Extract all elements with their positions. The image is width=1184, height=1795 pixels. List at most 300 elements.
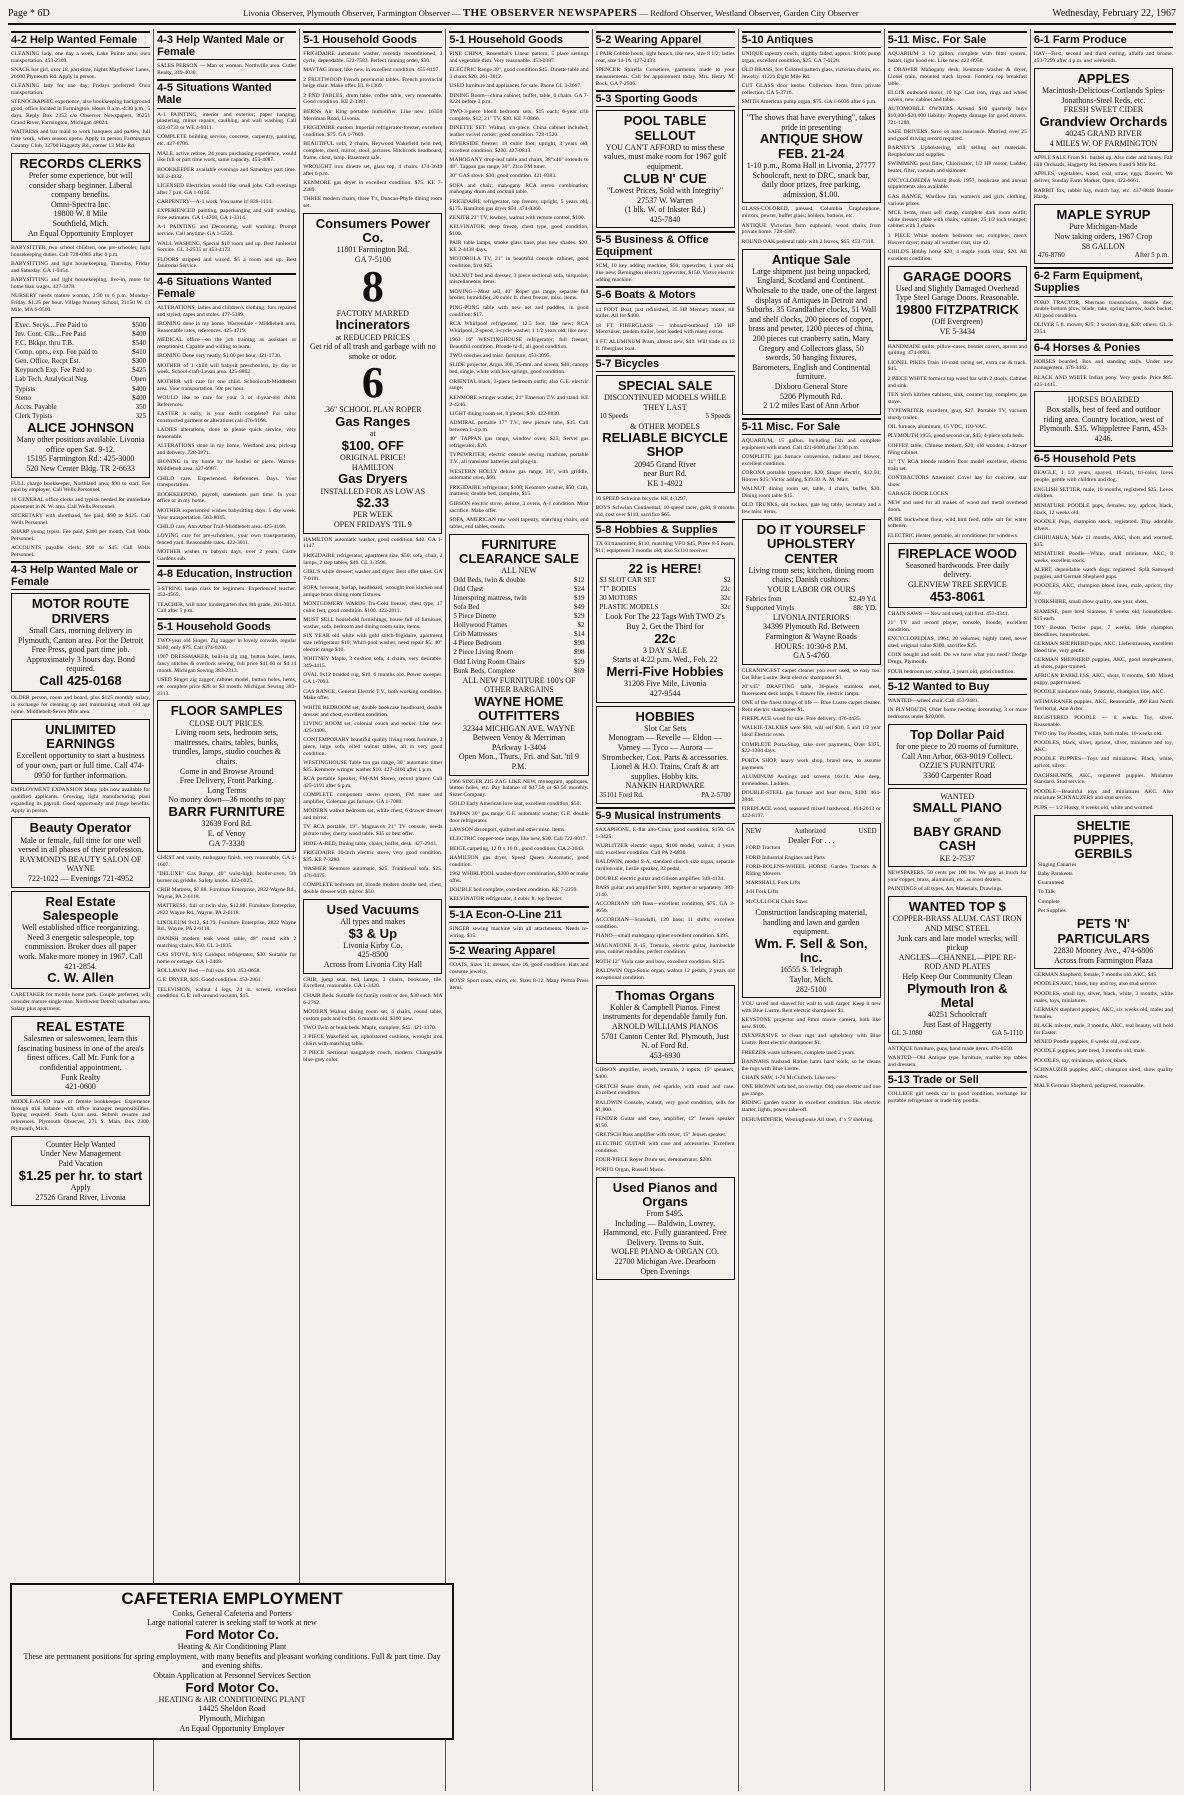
classified-ad: MATTRESS, full or twin size, $12.88. Furniture Enterprise, 2822 Wayne Rd., Wayne, PA 2-6118. [157, 903, 297, 917]
section-header: 6-5 Household Pets [1034, 450, 1173, 467]
earnings-ad: UNLIMITED EARNINGS Excellent opportunity to start a business of your own, part or full time. Call 474-0950 for further information. [11, 719, 150, 784]
classified-ad: TYPEWRITER, electric console sewing machine, portable T.V., all transistor batteries and plug-in. [449, 452, 589, 466]
classified-ad: WESTERN HOLLY deluxe gas range, 36", with griddle, automatic oven, $60. [449, 468, 589, 482]
masthead [8, 6, 1176, 25]
classified-ad: RIVERSIDE freezer; 18 cubic foot; upright, 3 years old, excellent condition. $200. 427-0813. [449, 141, 589, 154]
classified-ad: FOUR bedroom set, walnut, 3 years old, good condition. [887, 668, 1015, 675]
thomas-organs-ad: Thomas Organs Kohler & Campbell Pianos. Finest instruments for dependable family fun. ARNOLD WILLIAMS PIANOS 5701 Canton Center Rd. Plymouth, Just N. of Ford Rd. 453-6930 [596, 985, 735, 1065]
classified-ad: IRONING in my home by the bushel or piece. Warren-Middlebelt area. 427-6987. [157, 459, 297, 473]
furniture-clearance-ad: FURNITURE CLEARANCE SALE ALL NEW Odd Beds, twin & double $12 Odd Chest $24 Innerspring mattress, twin $19 Sofa Bed $49 5 Piece Dinette $29 Hollywood Frames $2 Crib Mattresses $14 4 Piece Bedroom $98 2 Piece Living Room $98 Odd Living Room Chairs $29 Bunk Beds, Complete $69 ALL NEW FURNITURE 100's OF OTHER BARGAINS WAYNE HOME OUTFITTERS 32344 MICHIGAN AVE. WAYNE Between Venoy & Merriman PArkway 1-3404 Open Mon., Thurs., Fri. and Sat. 'til 9 P.M. [449, 534, 588, 776]
classified-ad: 1 PAIR Cobble boots, light brown, like new, size 8 1/2; ladies coat, size 14-16. 427-2433. [595, 51, 735, 64]
classified-ad: GOLD Early American love seat, excellent condition, $50. [449, 801, 581, 808]
ad-list [596, 51, 735, 88]
classified-ad: GERMAN SHEPHERD puppies, AKC, good temperament, all shots, paper-trained. [1033, 657, 1173, 670]
classified-ad: ACCORDIAN 120 Bass—excellent condition, $75. GA 3-4656. [595, 900, 735, 914]
section-header: 5-2 Wearing Apparel [449, 942, 588, 959]
classified-ad: DINING Room—china cabinet, buffet, table, 6 chairs. GA 7-8224 before 3 p.m. [449, 92, 589, 106]
classified-ad: 31" TV RCA blonde modern floor model excellent, electric train set. [887, 458, 1027, 472]
classified-ad: TOY Boston Terrier pups, 7 weeks, little champion bloodlines, housebroken. [1033, 624, 1173, 638]
classified-ad: RIDING garden tractor in excellent condition. Has electric starter, lights, power take-off. [741, 1100, 881, 1114]
classified-ad: COMPLETE building service, concrete, carpentry, painting, etc. 427-8706. [157, 134, 297, 148]
classified-ad: 1962 WHIRLPOOL washer-dryer combination, $200 or make offer. [449, 870, 589, 884]
ad-list [888, 491, 1027, 539]
ad-list [157, 855, 296, 1000]
ad-list [1034, 359, 1173, 389]
classified-ad: PUPS — 1/2 Husky, 8 weeks old, white and wormed. [1033, 804, 1154, 811]
classified-ad: GAS RANGE, General Electric T.V., both working condition. Make offer. [303, 688, 443, 702]
classified-ad: MAHOGANY drop-leaf table and chairs, 38"x46" extends to 48". Tappan gas range, 30". Zlco FM tuner. [449, 157, 589, 170]
column-2 [154, 29, 300, 1791]
classified-ad: WALNUT bed and dresser; 3 piece sectional sofa, turquoise; miscellaneous items. [449, 272, 589, 286]
classified-ad: IRONING Done very neatly, $1.00 per hour. 421-1730. [157, 353, 282, 360]
piano-wanted-ad: WANTED SMALL PIANO or BABY GRAND CASH KE 2-7537 [888, 788, 1027, 868]
classified-ad: ALUMINUM Awnings and screens 16x14. Also deep, tremendous. Ladders. [741, 773, 881, 787]
column-7 [885, 29, 1031, 1791]
classified-ad: APPLE SALE From $1. bushel up. Also cider and honey. Fair Hill Orchards, Haggerty Rd. between 8 and 9 Mile Rd. [1033, 155, 1173, 169]
classified-ad: KENMORE gas dryer in excellent condition. $75. KE 7-2389. [303, 180, 443, 193]
classified-ad: CONTRACTORS Attention! Cover hay for concrete, star show. [887, 475, 1027, 488]
used-vacuums-ad: Used Vacuums All types and makes $3 & Up Livonia Kirby Co. 425-8500 Across from Livonia City Hall [303, 899, 442, 974]
classified-ad: BARNEY'S Upholstering, still selling out materials. Reupholster and supplies. [887, 145, 1027, 159]
classified-ad: Singing Canaries [1037, 861, 1077, 868]
price-line: Hollywood Frames $2 [453, 621, 585, 630]
cafeteria-employment-ad: CAFETERIA EMPLOYMENT Cooks, General Cafeteria and Porters Large national caterer is seeking staff to work at new Ford Motor Co. Heating & Air Conditioning Plant These are permanent positions for spring employment, with many benefits and pleasant working conditions. Full & part time. Day and evening shifts. Obtain Application at Personnel Services Section Ford Motor Co. HEATING & AIR CONDITIONING PLANT 14425 Sheldon Road Plymouth, Michigan An Equal Opportunity Employer [10, 1583, 454, 1740]
classified-ad: SIX YEAR old white with gold stitch-frigidaire, apartment size refrigerator $10; Whirl-pool washer, need repair $5; 40" electric range $10. [303, 633, 443, 654]
ad-list [303, 537, 442, 896]
price-line: F.C. Bkkpr. thru T.B. $540 [15, 339, 147, 348]
classified-ad: ANTIQUE furniture, guns, hand made items. 476-0550. [887, 1045, 1014, 1052]
ad-list [303, 51, 442, 210]
ad-list [888, 1091, 1027, 1105]
classified-ad: POODLE PUPPIES—Toys and miniatures. Black, white, apricot, silver. [1033, 756, 1173, 770]
classified-ad: FRIGIDAIRE automatic washer, recently reconditioned, 3 cycle, dependable. 522-7583. Perfect running order, $30. [303, 51, 443, 64]
classified-ad: BOOKKEEPER available evenings and Saturdays part time. KE 2-4832. [157, 166, 297, 180]
classified-ad: MODERN Walnut dining room set, 4 chairs, round table, custom pads and buffet. 6 months old. $300 new. [303, 1008, 443, 1022]
pet-list [1038, 862, 1169, 915]
ad-list [742, 206, 881, 245]
classified-ad: A-1 PAINTING, interior and exterior; paper hanging, plastering, minor repairs, caulking, and wall washing. Call 422-0733 or WE 4-0311. [157, 111, 297, 132]
classified-ad: CHEST and vanity, mahogany finish, very reasonable, GA 1-1607. [157, 855, 297, 868]
classified-ad: SPENCER Spirella Corsetiere, garments made to your measurements. Call for appointment today. Mrs. Henry M. Bock, GA 7-2506. [595, 67, 735, 87]
price-line: Typists $400 [15, 384, 147, 393]
price-line: Odd Beds, twin & double $12 [453, 575, 585, 584]
hobby-sale-ad: 22 is HERE! $3 SLOT CAR SET $2 "T" BODIES 22c 30 MOTORS 32c PLASTIC MODELS 32c Look For The 22 Tags With TWO 2's Buy 2, Get the Third for 22c 3 DAY SALE Starts at 4:22 p.m. Wed., Feb. 22 Merri-Five Hobbies 31208 Five Mile, Livonia 427-9544 [596, 558, 735, 703]
classified-ad: SOFA, loveseat, burlap, headboard, wrought iron kitchen and antique brass dining room fixtures. [303, 585, 443, 598]
classified-ad: 18 FT. FIBERGLASS — inboard-outboard 150 HP Mercruiser, tandem trailer, boat loaded with many extras. [595, 322, 735, 336]
classified-ad: HIDE-A-BED, Dining table, chairs, buffet, desk. 427-2943. [303, 840, 438, 847]
price-line: Accts. Payable 350 [15, 402, 147, 411]
section-header: 5-11 Misc. For Sale [742, 418, 881, 435]
section-header: 5-7 Bicycles [596, 355, 735, 372]
classified-ad: GRETSCH Bass amplifier with cover, 15" Jensen speaker. [595, 1131, 727, 1138]
classified-ad: BOOKKEEPING, payroll, statements part time. In your office or in my home. [157, 491, 297, 505]
classified-ad: LIVING ROOM set, colonial couch and rocker. Like new. 425-3408. [303, 720, 443, 734]
classified-ad: CLEANING lady for one day, Fridays preferred. Own transportation. [11, 83, 151, 97]
classified-ad: FORD TRACTOR, Sherman transmission, double disc, double bottom plow, blade, rake, spring harrow, back bucket. All good condition. [1033, 299, 1173, 320]
classified-ad: AUTOMOBILE OWNERS Around $10 quarterly buys $10,000-$20,000 liability. Property damage for good drivers. 721-1288. [887, 106, 1027, 126]
classified-ad: ELECTRIC GUITAR with case and accessories. Excellent condition. [595, 1141, 735, 1155]
classified-ad: PAIR table lamps, smoke glass base, plus new shades. $20. KE 2-4438 days. [449, 240, 589, 254]
job-listings-ad: Exec. Secys....Fee Paid to $500 Inv. Cont. Clk....Fee Paid $400 F.C. Bkkpr. thru T.B. $540 Comp. oprs., exp. Fee paid to $410 Gen. Office, Recpt Est. $300 Keypunch Exp. Fee Paid to $425 Lab Tech. Analytical Neg. Open Typists $400 Steno $400 Accts. Payable 350 Clerk Typists 325 ALICE JOHNSON Many other positions available. Livonia office open Sat. 9-12. 15195 Farmington Rd.: 425-3000 520 New Center Bldg. TR 2-6633 [11, 317, 150, 478]
classified-ad: 21" TV and record player, console, blonde, excellent condition. [887, 620, 1027, 633]
section-header: 5-1A Econ-O-Line 211 [449, 906, 588, 923]
classified-ad: SIAMESE, pure bred Siamese, 8 weeks old, housebroken. $15 each. [1033, 608, 1173, 622]
classified-ad: PLYMOUTH 1955, good second car, $45; 4-piece sofa beds. [887, 433, 1025, 440]
page-number: Page * 6D [8, 7, 50, 19]
section-header: 5-1 Household Goods [449, 31, 588, 48]
ad-list [596, 827, 735, 981]
section-header: 4-2 Help Wanted Female [11, 31, 150, 48]
classified-ad: BLACK AND WHITE Indian pony. Very gentle. Price $85. 425-1445. [1033, 374, 1173, 388]
classified-ad: NEWSPAPERS, 50 cents per 100 lbs. We pay as much for your copper, brass, aluminum, etc. as most dealers. [887, 870, 1027, 884]
classified-ad: CONTEMPORARY beautiful quality living room furniture, 3 piece, large sofa, oiled walnut tables, all in very good condition. [303, 736, 443, 757]
classified-ad: CORONA portable typewriter, $20; Singer electric, $12.50; Hoover $15; Victor adding, $39.50. A. M. Mart. [741, 470, 881, 483]
classified-ad: 3 PIECE White modern bedroom set; complete; men's Hoover dryer; many all weather coat, size 42. [887, 232, 1027, 246]
classified-ad: GLASS-COLORED, pressed; Columbia Graphophone, mirrors, pewter, buffet glass; holders, buttons, etc. [741, 206, 881, 220]
classified-ad: GAS RANGE, Wardlow fan, women's and girls clothing, various prices. [887, 193, 1027, 207]
classified-ad: ALERT, dependable watch dogs; registered. Split Samoyed puppies, and German Shepherd pups. [1033, 567, 1173, 581]
classified-ad: FORD Tractors [745, 845, 781, 852]
classified-ad: 1967 DRESSMAKER, built-in zig zag, button holes, hems, fancy stitches & overlock sewing, full price $41.60 or $4.14 month. Michigan Sewing 383-2313. [157, 654, 297, 674]
column-6 [739, 29, 885, 1791]
classified-ad: REGISTERED POODLE — 8 weeks. Toy, silver. Reasonable. [1033, 714, 1173, 728]
sheltie-puppies-ad: SHELTIE PUPPIES, GERBILS Singing Canaries Baby Parakeets Guaranteed To Talk Complete Pet Supplies PETS 'N' PARTICULARS 22830 Mooney Ave., 474-6806 Across from Farmington Plaza [1034, 815, 1173, 970]
classified-ad: MINIATURE POODLE pups, females, toy, apricot, black, black, 12 weeks old. [1033, 502, 1173, 516]
classified-ad: AFRICAN BARKLESS, AKC, shots, 6 months, $40. Mixed puppy, paper trained. [1033, 673, 1173, 687]
price-line: Clerk Typists 325 [15, 411, 147, 420]
classified-ad: BABYSITTING and light housekeeping, live-in, more for home than wages. 427-3478. [11, 277, 151, 291]
classified-ad: CUT GLASS door knobs. Collectors items from private collection. GA 5-3716. [741, 83, 881, 97]
classified-ad: FOUR-PIECE Royer Drum set, demonstrator. $200. [595, 1157, 713, 1164]
classified-ad: FRIGIDAIRE custom Imperial refrigerator-freezer, excellent condition. $75. GA 1-7609. [303, 124, 443, 138]
classified-ad: MOTHER wishes to babysit days, over 2 years. Castle Gardens sub. [157, 549, 297, 563]
ad-list [1034, 470, 1173, 811]
classified-ad: HANDMADE quilts, pillow-cases, bootier covers, aprons and quilting. 474-8801. [887, 343, 1027, 357]
section-header: 4-3 Help Wanted Male or Female [157, 31, 296, 60]
classified-ad: WAITRESS and bar maid to work banquets and parties, full time work, when season opens. Apply in person Farmington Country Club, 32700 Haggerty Rd., corner 13 Mile Rd. [11, 129, 151, 149]
classified-ad: TV RCA portable, 19". Magnavox 21" TV console, needs picture tube; cherry wood table. $35 or best offer. [303, 824, 443, 838]
classified-ad: PIANO—small mahogany spinet excellent condition. $395. [595, 933, 730, 940]
antique-sale-ad: Antique Sale Large shipment just being unpacked, England, Scotland and Continent. Wholesale to the trade, one of the largest displays of Antiques in Detroit and Suburbs. 35 Grandfather clocks, 51 Wall and shelf clocks, 200 pieces of copper, brass and pewter, 1200 pieces of china, 200 pieces cut cranberry satin, Mary Gregory and Collectors glass, 50 swords, 50 hanging fixtures, Barometers, English and Continental furniture. Dixboro General Store 5206 Plymouth Rd. 2 1/2 miles East of Ann Arbor [742, 249, 881, 415]
classified-ad: KEYSTONE projector and 8mm movie camera, both like new. $100. [741, 1017, 881, 1031]
classified-ad: LIONEL PIKES Train 16-road racing set, extra car & track. $45. [887, 359, 1027, 373]
classified-ad: PING-PONG table with new net and paddles, in good condition; $17. [449, 304, 589, 318]
classified-ad: KENMORE wringer washer, 21" Emerson T.V. and stand. KE 2-4246. [449, 394, 589, 408]
classified-ad: TX 63 transmitter, $110, matching VFO $45, Pince 8-5 bearn, $11; equipment 3 months old; also 5x110 receiver. [595, 541, 735, 554]
classified-ad: 40" TAPPAN gas range, window oven, $25; Servel gas refrigerator, $20. [449, 436, 589, 450]
classified-ad: Guaranteed [1037, 880, 1064, 887]
classified-ad: MIXED Poodle puppies, 6 weeks old, real cute. [1033, 1039, 1141, 1046]
classified-ad: USED Singer zig zagger, cabinet model, button holes, hems, etc. complete price $28 or $3 month. Michigan Sewing 383-2313. [157, 676, 297, 697]
ad-list [11, 992, 150, 1012]
classified-ad: 2 FRUITWOOD French provincial tables. French provincial beige chair. Make offer. EL 8-1369. [303, 76, 443, 90]
classified-ad: MOTOROLA TV, 21" in beautiful console cabinet, good condition, first $25. [449, 256, 589, 270]
price-line: Sofa Bed $49 [453, 603, 585, 611]
classified-ad: OLIVER 5 ft. mower, $25; 3 section drag, $20; others. GL 3-2354. [1033, 322, 1173, 336]
classified-ad: ADMIRAL portable 17" T.V., new picture tube, $35. Call between 1-4 p.m. [449, 420, 589, 433]
classified-ad: FENDER Guitar and case, amplifier, 12" Jensen speaker $150. [595, 1115, 735, 1129]
column-4 [446, 29, 592, 1791]
classified-ad: MIDDLE-AGED male or female bookkeeper. Experience through trial balance with office manager responsibilities. Typing required. South Lyon area. Submit resume and references. Plymouth Observer, 271 S. Main, Box 2300, Plymouth, Mich. [11, 1098, 151, 1133]
classified-ad: MALE, active retiree, 24 years purchasing experience, would like full or part time work, same capacity. 453-4087. [157, 150, 297, 164]
classified-ad: Complete [1037, 898, 1060, 905]
bicycle-sale-ad: SPECIAL SALE DISCONTINUED MODELS WHILE THEY LAST 10 Speeds 5 Speeds & OTHER MODELS RELIABLE BICYCLE SHOP 20945 Grand River near Burt Rd. KE 1-4922 [596, 375, 735, 493]
classified-ad: KELVINATOR refrigerator, 4 cubic ft. top freezer. [449, 896, 563, 903]
price-line: Steno $400 [15, 393, 147, 402]
classified-ad: GARAGE DOOR LOCKS [887, 491, 949, 498]
classified-ad: LINOLEUM 9x12, $4.79. Furniture Enterprise, 2822 Wayne Rd., Wayne, PA 2-6118. [157, 919, 297, 933]
section-header: 4-5 Situations Wanted Male [157, 79, 296, 108]
classified-ad: THREE modern chairs, three T's, Duncan-Phyfe dining room set. [303, 196, 443, 210]
classified-ad: FINE CHINA, Rosenthal's Linear pattern, 5 place settings and vegetable dish. Very reasonable. 453-0387. [449, 51, 589, 64]
classified-ad: ONE of the finest things of life — Blue Lustre carpet cleaner. Rent electric shampooer $1. [741, 700, 881, 713]
classified-ad: TELEVISION, walnut 4 legs, 24 in. screen, excellent condition. G.E. roll-around vacuum, $15. [157, 986, 297, 1000]
ad-list [596, 263, 735, 283]
classified-ad: 10 SPEED Schwinn bicycle. KE 4-3297. [595, 495, 688, 502]
classified-ad: FRIGIDAIRE 30-inch electric stove, very good condition. $35. KE 7-3280. [303, 849, 443, 863]
classified-ad: FRIGIDAIRE refrigerator, $100; Kenmore washer, $50; Crib, mattress; double bed, complete, $15. [449, 484, 589, 498]
classified-ad: YORKSHIRE, small show quality, one year, shots. [1033, 599, 1148, 606]
ad-list [303, 977, 442, 1064]
classified-ad: WHITNEY Maple, 3 cushion sofa, 4 chairs, very desirable. 349-4415. [303, 656, 443, 670]
classified-ad: 1966 SINGER ZIG ZAG LIKE NEW, monogram, appliques, button holes, etc. Pay balance of $47.50 or $3.50 monthly. Sister Company. [449, 778, 589, 799]
ad-list [742, 51, 881, 106]
classified-ad: CLEANINGEST carpet cleaner you ever used, so easy too. Get Blue Lustre. Rent electric shampooer $1. [741, 667, 881, 681]
classified-ad: PORTA SHOP, heavy work shop, brand new, to assume payments. [741, 757, 881, 771]
classified-ad: POODLES, black, silver, apricot, silver, miniature and toy, AKC. [1033, 740, 1173, 754]
classified-ad: COIN bought and sold. Do we have what you need? Dodge Drugs, Plymouth. [887, 652, 1027, 666]
ad-list [1034, 972, 1173, 1090]
classified-ad: BALDWIN Orga-Sonic organ, walnut 12 pedals, 2 years old exceptional condition. [595, 967, 735, 981]
ad-list [596, 1067, 735, 1173]
classified-ad: SMITH American pump organ, $75. GA 1-6036 after 6 p.m. [741, 99, 877, 106]
classified-ad: TWO couches and misc. furniture. 453-3095. [449, 353, 551, 360]
classified-ad: OVAL 9x12 braided rug, $10. 6 months old. Power sweeper. GA 1-7093. [303, 672, 443, 686]
classified-ad: BLACK mix-ter, male, 3 months, AKC, real beauty, will hold for Easter. [1033, 1023, 1173, 1036]
ad-list [1034, 155, 1173, 201]
classified-ad: DINETTE SET: Walnut, six-piece. China cabinet included; leather swivel rocker; good condition. 728-1520. [449, 124, 589, 138]
classified-ad: GERMAN shepherd puppies, AKC, six weeks old, males and females. [1033, 1006, 1173, 1020]
scrap-metal-ad: WANTED TOP $ COPPER-BRASS ALUM. CAST IRON AND MISC STEEL Junk cars and late model wrecks, will pickup ANGLES—CHANNEL—PIPE RE-ROD AND PLATES Help Keep Our Community Clean Plymouth Iron & Metal 40251 Schoolcraft Just East of Haggerty GL 3-1080 GA 5-1110 [888, 896, 1027, 1042]
classified-ad: Pet Supplies [1037, 908, 1066, 915]
classified-ad: 3-STRING banjo class for beginners. Experienced teacher. 453-4565. [157, 585, 297, 599]
classified-ad: COLLEGE girl needs car in good condition, exchange for portable refrigerator or trade tiny poodle. [887, 1091, 1027, 1104]
classified-ad: COMPLETE bedroom set, blonde modern double bed, chest, double dresser with mirror. $50. [303, 882, 443, 895]
classified-ad: TEN birch kitchen cabinets, sink, counter top, complete; gas stove. [887, 391, 1027, 405]
classified-ad: SNACK bar girl, over 18, part-time, nights Mayflower Lanes, 26600 Plymouth Rd. Apply in person. [11, 67, 151, 81]
classified-ad: POODLE Pups, champion stock, registered. Tiny adorable silvers. [1033, 518, 1173, 532]
classified-ad: MINIATURE Poodle—White, small miniature, AKC, 8 weeks, excellent stock. [1033, 551, 1173, 564]
classified-ad: OLD TRUNKS, old rockers, gate leg table, secretary and a few misc items. [741, 502, 881, 516]
classified-ad: ENCYCLOPEDIA World Book 1957, bookcase and annual supplements also available. [887, 177, 1027, 191]
classified-ad: BEAUTIFUL sofa, 2 chairs, Heywood Wakefield twin bed, complete, chest, mirror, stool, pictures. Hitchcock headboard, frame, chest, lamp. Basement sale. [303, 141, 443, 161]
classified-ad: KELVINATOR, deep freeze, chest type, good condition, $100. [449, 224, 589, 237]
classified-ad: SCHNAUZER puppies, AKC, champion sired, show quality males. [1033, 1067, 1173, 1080]
consumers-power-ad: Consumers Power Co. 11801 Farmington Rd. GA 7-5100 8 FACTORY MARRED Incinerators at REDUCED PRICES Get rid of all trash and garbage with no smoke or odor. 6 .36" SCHOOL PLAN ROPER Gas Ranges at $100. OFF ORIGINAL PRICE! HAMILTON Gas Dryers INSTALLED FOR AS LOW AS $2.33 PER WEEK OPEN FRIDAYS 'TIL 9 [303, 213, 442, 534]
price-line: Exec. Secys....Fee Paid to $500 [15, 320, 147, 329]
classified-ad: WURLITZER electric organ, $100 model, walnut, 4 years old; excellent condition. Call PA 2-6830. [595, 843, 735, 857]
classified-ad: MUST SELL household furnishings, house full of furniture, washer, sofa, bedroom and dining room suite, items. [303, 617, 443, 631]
ad-list [11, 51, 150, 150]
section-header: 5-1 Household Goods [157, 618, 296, 635]
classified-ad: 20"x45" DRAFTING table, 36-piece stainless steel, fluorescent desk lamps, 6 drawer file, electric lamps. [741, 683, 881, 697]
ad-list [742, 668, 881, 820]
classified-ad: WROUGHT iron dinette set, glass top, 4 chairs. 474-3649 after 6 p.m. [303, 163, 443, 177]
classified-ad: POODLES AKC, black, tiny and toy, also stud service. [1033, 981, 1158, 988]
ad-list [11, 787, 150, 814]
classified-ad: GERMAN Shepherd, female, 7 months old. AKC, $45. [1033, 972, 1158, 979]
ad-list [596, 496, 735, 519]
ad-list [11, 695, 150, 715]
classified-ad: NICE items, must sell cheap, complete dark room outfit; white dresser; table with chairs; cabinet; 25 1/2 inch trumpet; cabinet with 3 chairs. [887, 209, 1027, 230]
classified-ad: COATS, Sizes 14; dresses, size 16, good condition. Hats and costume jewelry. [449, 962, 589, 975]
classified-ad: ELECTRIC Heater, portable, air conditioner for windows. [887, 532, 1019, 539]
used-pianos-ad: Used Pianos and Organs From $495. Including — Baldwin, Lowrey, Hammond, etc. Fully guaranteed. Free Delivery. Terms to Suit. WOLFE PIANO & ORGAN CO. 22700 Michigan Ave. Dearborn Open Evenings [596, 1177, 735, 1281]
classified-ad: COMPLETE component stereo system, FM tuner and amplifier, Coleman gas furnace. GA 1-7080. [303, 792, 443, 805]
classified-ad: YOU saved and shaved for wall to wall carpet. Keep it new with Blue Lustre. Rent electric shampooer $1. [741, 1001, 881, 1015]
classified-ad: WALNUT dining room set, table, 4 chairs, buffet, $30. Dining room table $15. [741, 486, 881, 499]
classified-ad: ROLLAWAY Bed — full size. $10. 453-0658. [157, 967, 261, 974]
classified-ad: ROUND OAK pedestal table with 2 leaves, $65. 453-7318. [741, 238, 875, 245]
section-header: 5-8 Hobbies & Supplies [596, 521, 735, 538]
price-line: Inv. Cont. Clk....Fee Paid $400 [15, 330, 147, 339]
price-line: Odd Chest $24 [453, 584, 585, 593]
ad-list [11, 481, 150, 559]
classified-ad: ONE BROWN sofa bed, no overlay. Old, one electric and one gas range. [741, 1084, 881, 1098]
section-header: 5-10 Antiques [742, 31, 881, 48]
classified-ad: CHILD'S Hobby horse $20, 4 maple youth chair, $20. All excellent condition. [887, 248, 1027, 262]
classified-ad: MAGNATONE X-15, Tremolo, electric guitar, humbuckle plus, cabinet modules, perfect condition. [595, 942, 735, 956]
classified-ad: MOTHER will care for one child. Schoolcraft-Middlebelt area. Your transportation. 50c per hour. [157, 378, 297, 392]
horses-boarded-ad: HORSES BOARDED Box stalls, best of feed and outdoor riding area. Country location, west of Plymouth. $35. Whippletree Farm, 453-4246. [1034, 391, 1173, 447]
classified-ad: Baby Parakeets [1037, 870, 1073, 877]
classified-ad: BALDWIN Console, walnut, very good condition, sells for $1,800. [595, 1099, 735, 1113]
classified-ad: GIBSON electric stove, deluxe, 3 ovens, A-1 condition. Must sacrifice. Make offer. [449, 500, 589, 514]
classified-ad: BOYS Schwinn Continental, 10-speed racer, gold, 8 months old, cost over $110, sacrifice $65. [595, 504, 735, 518]
classified-ad: GIRL'S white dresser; washer and dryer. Best offer takes. GA 7-0181. [303, 568, 443, 582]
classified-ad: MALE German Shepherd, pedigreed, reasonable. [1033, 1083, 1145, 1090]
classified-ad: 30" GAS stove. $30; good condition. 421-8383. [449, 173, 557, 180]
classified-ad: FREEZER waste softeners, complete used 2 years. [741, 1049, 856, 1056]
classified-ad: ORIENTAL black, 3-piece bedroom outfit; also G.E. electric range. [449, 378, 589, 392]
classified-ad: POODLE puppies, pure bred, 3 months old, male. [1033, 1048, 1146, 1055]
classified-ad: PAINTINGS of all types, Art, Materials, Drawings. [887, 886, 1003, 893]
classified-ad: ENGLISH SETTER, male, 10 months, registered $25. Loves children. [1033, 486, 1173, 500]
classified-ad: COFFEE table, Chinese modern, $20; old wooden, 4-drawer filing cabinet. [887, 442, 1027, 456]
classified-ad: 1963 16" WESTINGHOUSE refrigerator; full freezer, Beautiful condition. Blonde hi-fi, all good condition. [449, 337, 589, 350]
classified-ad: LICENSED Electrician would like small jobs. Call evenings after 7 p.m. GA 1-0456. [157, 182, 297, 196]
classified-ad: BASS guitar and amplifier $100; together or separately. 383-2140. [595, 884, 735, 898]
ad-list [157, 305, 296, 563]
classified-ad: PORTO Organ, Russell Music. [595, 1166, 665, 1173]
hobbies-ad: HOBBIES Slot Car Sets Monogram — Revelle — Eldon — Varney — Tyco — Aurora — Strombecker, Cox. Parts & accessories. Lionel & H.O. Trains, Craft & art supplies. Hobby kits. NANKIN HARDWARE 35101 Ford Rd. PA 2-5700 [596, 706, 735, 805]
ad-list [449, 962, 588, 992]
classified-ad: 3 PIECE Wakefield set, upholstered cushions, wrought iron chairs with matching table. [303, 1034, 443, 1048]
ad-list [449, 51, 588, 530]
ad-list [449, 779, 588, 904]
classified-ad: DEHUMIDIFIER, Westinghouse All steel, 4' x 5' shelving. [741, 1116, 874, 1123]
classified-ad: CLEANING lady, one day a week, Lake Pointe area, own transportation. 453-2309. [11, 51, 151, 64]
section-header: 5-1 Household Goods [303, 31, 442, 48]
ad-list [888, 51, 1027, 262]
price-line: Crib Mattresses $14 [453, 630, 585, 639]
classified-ad: FRIGIDAIRE refrigerator, top freezer, upright, 5 years old, $175. Hamilton gas dryer $50. 474-8360. [449, 198, 589, 212]
classified-ad: ALTERATIONS done in my home, Westland area, pick-up and delivery. 728-3871. [157, 443, 297, 457]
ad-list [157, 638, 296, 698]
price-line: Bunk Beds, Complete $69 [453, 666, 585, 675]
section-header: 5-11 Misc. For Sale [888, 31, 1027, 48]
classified-ad: POODLE miniature male, 9 months, champion line, AKC. [1033, 689, 1165, 696]
real-estate-ad: Real Estate Salespeople Well established office reorganizing. Need 3 energetic salespeople, top commission. Broker does all paper work. Make more money in 1967. Call 421-2854. C. W. Allen [11, 891, 150, 990]
classified-ad: FRIGIDAIRE refrigerator, apartment size, $50; sofa, chair, 2 lamps, 2 step tables, $40. GL 3-3596. [303, 552, 443, 566]
classified-ad: LIGHT dining room set, 8 pieces, $40. 422-8830. [449, 410, 561, 417]
classified-ad: INEXPENSIVE to clean rugs and upholstery with Blue Lustre. Rent electric shampooer $1. [741, 1033, 881, 1047]
ad-list [1034, 300, 1173, 337]
antique-show-ad: "The shows that have everything", takes pride in presenting ANTIQUE SHOW FEB. 21-24 1-10 p.m., Roma Hall in Livonia, 27777 Schoolcraft, next to DRC, snack bar, daily door prizes, free parking, admission, $1.00. [742, 109, 881, 203]
classified-ad: FIREPLACE wood for sale. Free delivery. 476-4435. [741, 716, 862, 723]
classified-ad: 8 FT. ALUMINUM Pram, almost new, $40. Will trade on 12 ft. fiberglass boat. [595, 338, 735, 352]
classified-ad: TEACHER, will tutor kindergarten thru 8th grade, 261-3014. Call after 5 p.m. [157, 601, 297, 615]
classified-ad: UNIQUE tapestry couch, slightly faded, approx. $100; pump organ, excellent condition, $25. GA 7-0128. [741, 51, 881, 64]
paper-name: THE OBSERVER NEWSPAPERS [462, 7, 638, 19]
classified-ad: NEW and used for all makes of wood and metal overhead doors. [887, 500, 1027, 514]
classified-ad: DOUBLE-STEEL gas furnace and heat ducts, $100. 464-2844. [741, 789, 881, 803]
classified-ad: OLD BRASS, Ice: Colored pattern glass, victorian chairs, etc. Jewelry. 41221 Eight Mile Rd. [741, 67, 881, 81]
classified-ad: FORD Industrial Engines and Parts [745, 854, 825, 861]
classified-ad: CHIHUAHUA, Male 11 months, AKC, shots and wormed. $35. [1033, 534, 1173, 548]
classified-ad: FULL charge bookkeeper, Northland area; $90 to start. Fee paid by employer. Call Wells Personnel. [11, 480, 151, 494]
section-header: 5-6 Boats & Motors [596, 286, 735, 303]
classified-ad: BALDWIN, model S-A, standard church size organ, separate carillon unit, Leslie speaker, 32 pedal. [595, 859, 735, 873]
classified-ad: WEIMARANER puppies, AKC, Reasonable, 460 East North Territorial, Ann Arbor. [1033, 698, 1173, 712]
section-header: 5-13 Trade or Sell [888, 1071, 1027, 1088]
fireplace-wood-ad: FIREPLACE WOOD Seasoned hardwoods. Free daily delivery. GLENVIEW TREE SERVICE 453-8061 [888, 543, 1027, 608]
classified-ad: TWO-year old Singer. Zig zagger in lovely console, regular $360, only $75. Call 474-6200. [157, 637, 297, 651]
masthead-center: Livonia Observer, Plymouth Observer, Farmington Observer — THE OBSERVER NEWSPAPERS — Redford Observer, Westland Observer, Garden City Observer [243, 7, 859, 19]
classified-ad: 18 GENERAL office clerks and typists needed for immediate placement in N. W. area. Call Wells Personnel. [11, 496, 151, 510]
column-8 [1031, 29, 1176, 1791]
classified-ad: EXPERIENCED painting, paperhanging and wall washing. Free estimates. GA 1-4768, GA 1-3314. [157, 208, 297, 222]
price-line: Gen. Office, Recpt Est. $300 [15, 357, 147, 366]
section-header: 5-2 Wearing Apparel [596, 31, 735, 48]
classified-ad: SECRETARY with shorthand, fee paid, $90 to $425. Call Wells Personnel. [11, 512, 151, 526]
classified-ad: TYPEWRITER, excellent, gray, $27. Portable TV, vacuum sturdy trailer. [887, 408, 1027, 421]
classified-ad: CARPENTRY—A-1 work. You name it! 838-1114. [157, 198, 273, 205]
classified-ad: PURE buckwheat flour, wild bird feed, table salt for water softener. [887, 516, 1027, 530]
section-header: 4-8 Education, Instruction [157, 565, 296, 582]
beauty-ad: Beauty Operator Male or female, full time for one well versed in all phases of their profession. RAYMOND'S BEAUTY SALON OF WAYNE 722-1022 — Evenings 721-4952 [11, 817, 150, 887]
floor-samples-ad: FLOOR SAMPLES CLOSE OUT PRICES. Living room sets, bedroom sets, mattresses, chairs, tables, bunks, trundles, lamps, studio couches & chairs. Come in and Browse Around Free Delivery, Front Parking. Long Terms No money down—36 months to pay BARR FURNITURE 32639 Ford Rd. E. of Venoy GA 7-3330 [157, 700, 296, 852]
top-dollar-ad: Top Dollar Paid for one piece to 20 rooms of furniture. Call Ann Arbor, 663-9019 Collect. OZZIE'S FURNITURE 3360 Carpenter Road [888, 724, 1027, 785]
classified-ad: To Talk [1037, 889, 1055, 896]
classified-ad: WASHER Kenmore automatic, $25. Traditional sofa. $25. 476-0475. [303, 865, 443, 879]
classified-ad: TWO-3-piece blond bedroom sets, $15 each; 6-year crib complete, $12; 21" TV, $30. KE 7-0866. [449, 108, 589, 122]
classified-ad: 14 FOOT Boat, just refinished, 35 HP Mercury motor, tilt trailer. All for $400. [595, 306, 735, 320]
ad-list [596, 541, 735, 555]
apples-ad: APPLES Macintosh-Delicious-Cortlands Spies-Jonathons-Steel Reds, etc. FRESH SWEET CIDER Grandview Orchards 40245 GRAND RIVER 4 MILES W. OF FARMINGTON [1034, 68, 1173, 153]
classified-ad: SHARP young typist. Fee paid, $300 per month. Call Wells Personnel. [11, 529, 151, 542]
classified-ad: SLIDE projector, Argus 300, 35-mm. and screen, $40; canopy bed, single, white with box springs, good condition. [449, 362, 589, 376]
classified-ad: HAMILTON gas dryer, Speed Queen Automatic, good condition. [449, 854, 589, 868]
classified-ad: MOTHER experienced wishes babysitting days. 5 day week. Your transportation. 563-8045. [157, 507, 297, 521]
classified-ad: RCA portable Speaker, FM-AM Stereo, record player. Call 425-1191 after 6 p.m. [303, 776, 443, 789]
ad-list [888, 1046, 1027, 1069]
classified-ad: TWO Twin or bunk beds. Maple, complete, $45. 421-1370. [303, 1025, 437, 1032]
classified-ad: USED furniture and appliances for sale. Phone GL 3-3667. [449, 83, 582, 90]
section-header: 6-1 Farm Produce [1034, 31, 1173, 48]
classified-ad: ENCYCLOPEDIAS, 1964, 20 volumes, highly rated, never used, original value $300, sacrifice $25. [887, 636, 1027, 650]
classified-ad: DOUBLE electric guitar and Gibson amplifier. 349-4134. [595, 875, 725, 882]
